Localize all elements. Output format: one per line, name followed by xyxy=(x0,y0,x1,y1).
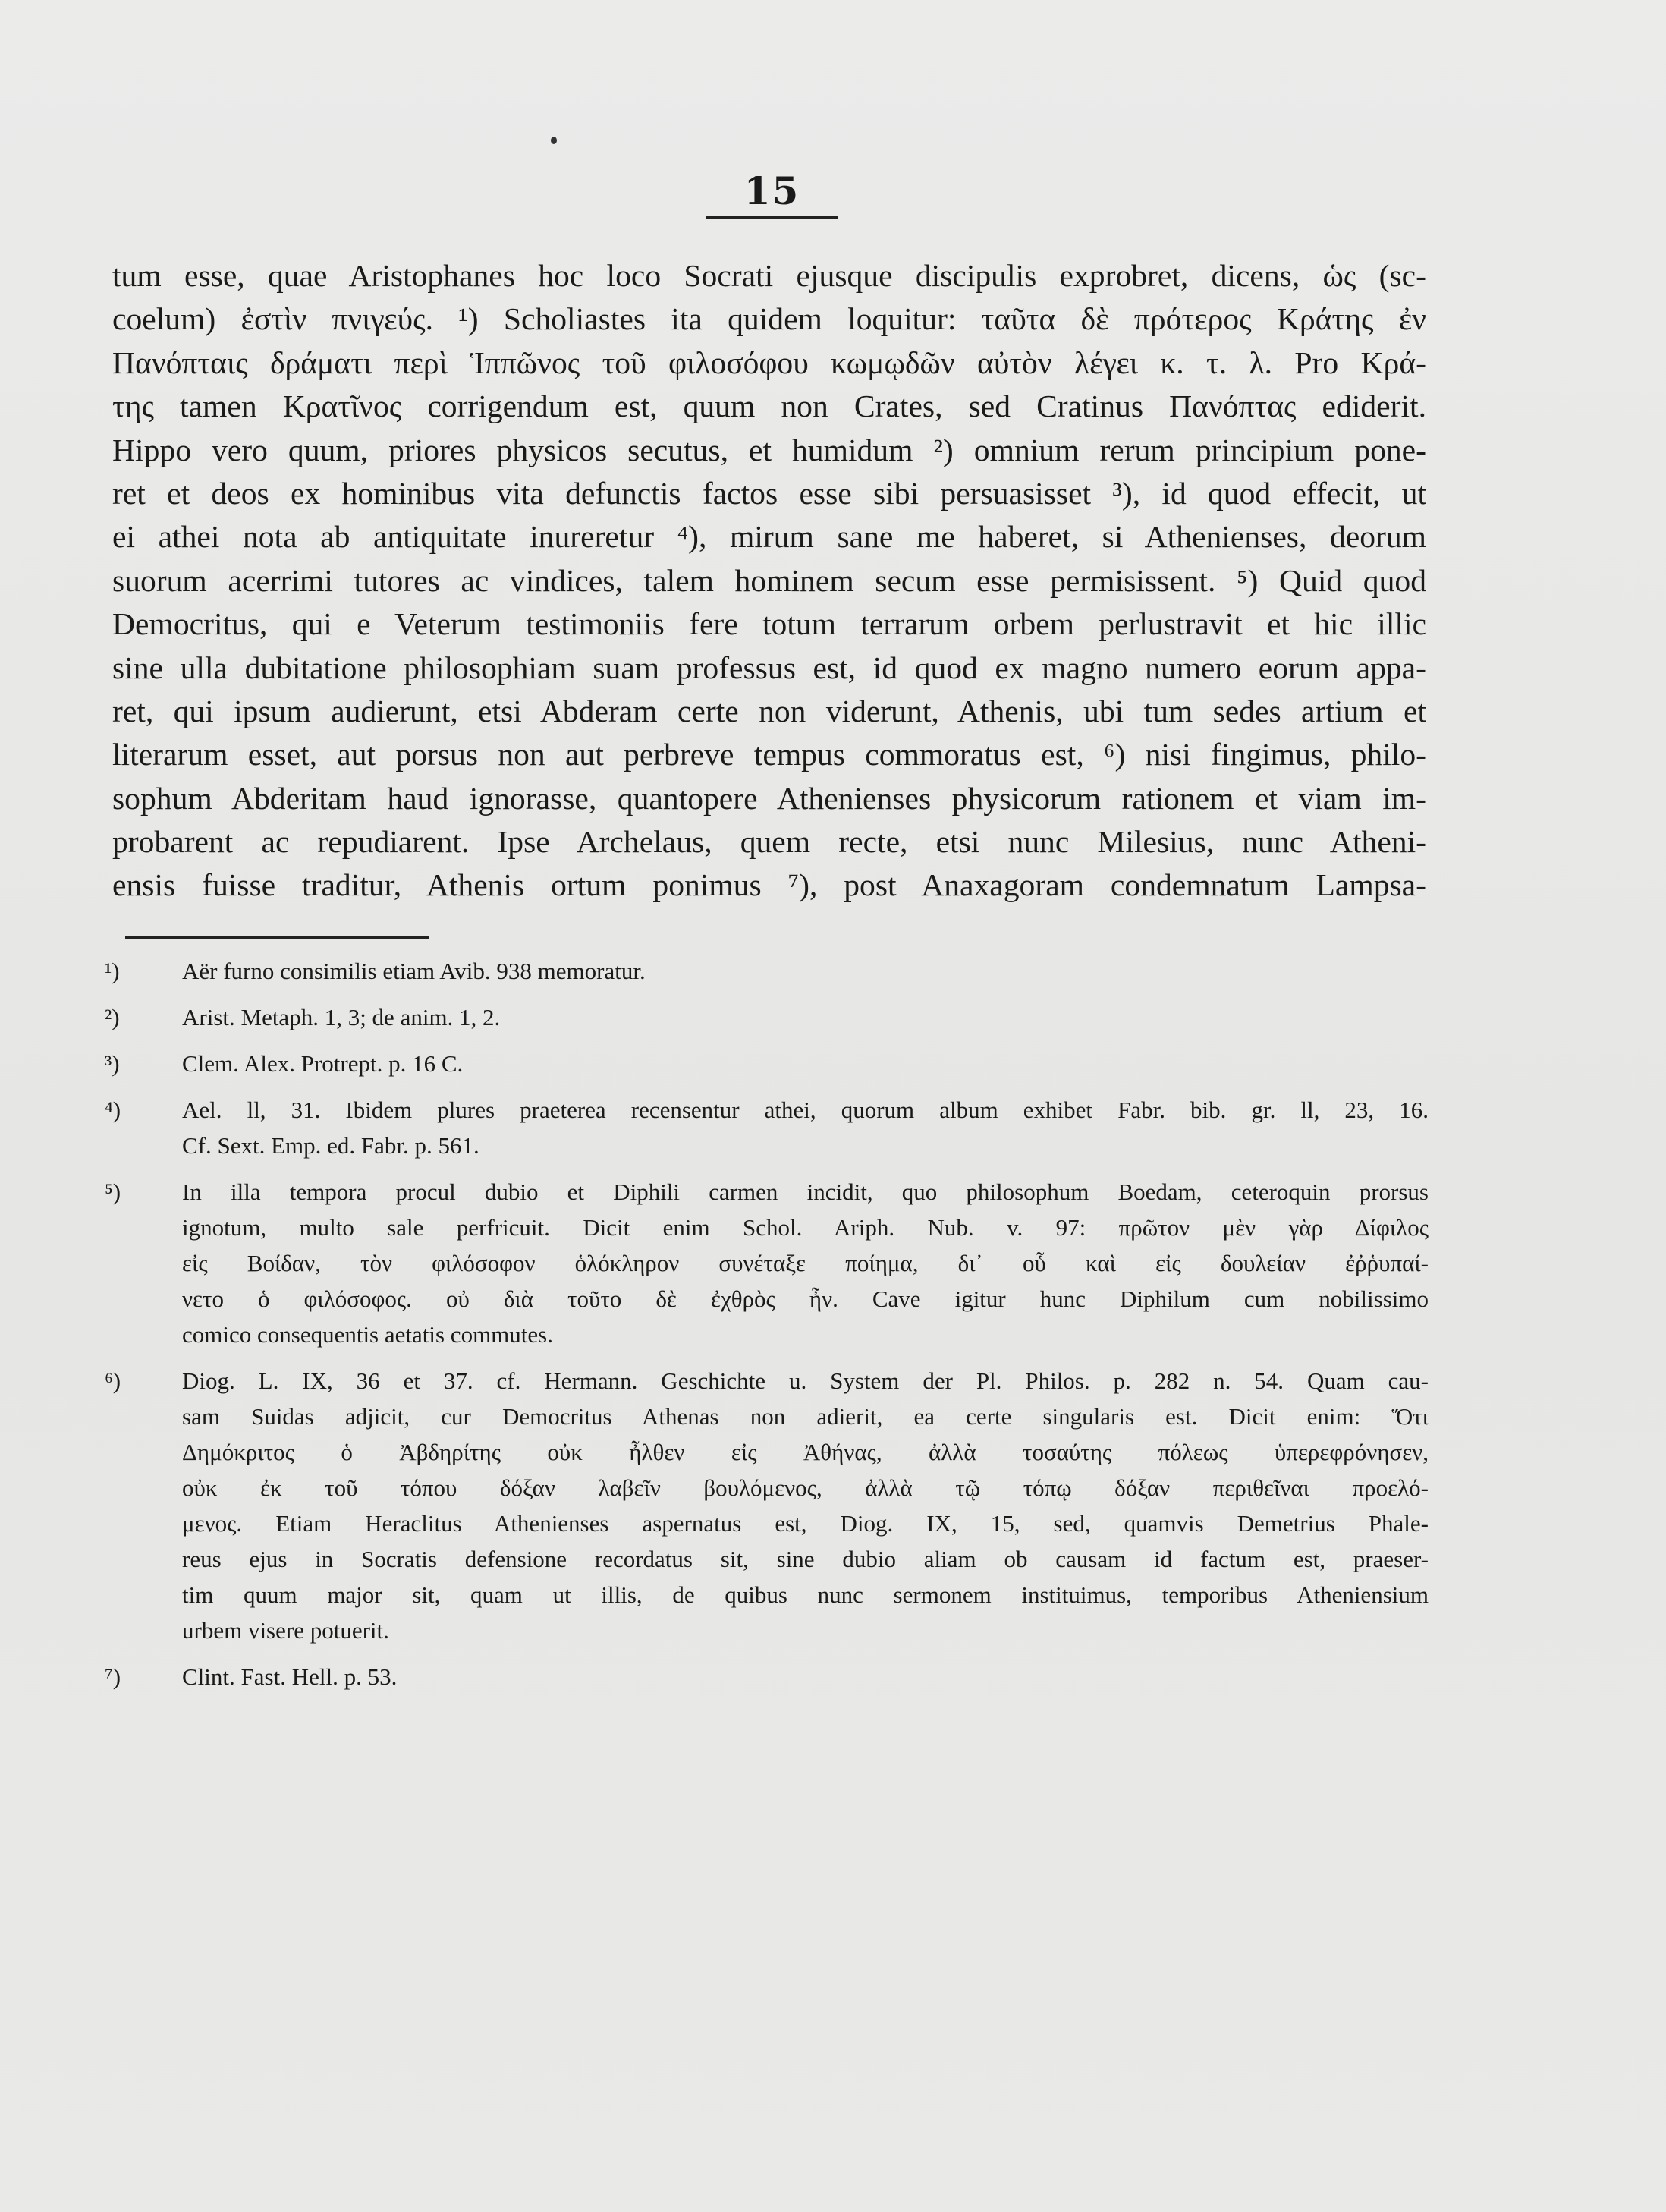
body-line: sine ulla dubitatione philosophiam suam professus est, id quod ex magno numero eorum appa- xyxy=(112,650,1426,685)
footnote-number: ¹) xyxy=(105,958,120,984)
footnote-line: sam Suidas adjicit, cur Democritus Athenas non adierit, ea certe singularis est. Dicit enim: Ὅτι xyxy=(182,1403,1429,1430)
footnote-line: νετο ὁ φιλόσοφος. οὐ διὰ τοῦτο δὲ ἐχθρὸς ἦν. Cave igitur hunc Diphilum cum nobilissimo xyxy=(182,1285,1429,1312)
footnote-number: ⁶) xyxy=(105,1367,121,1394)
footnote xyxy=(105,999,1429,1035)
body-line: της tamen Κρατῖνος corrigendum est, quum non Crates, sed Cratinus Πανόπτας ediderit. xyxy=(112,389,1426,424)
footnote-number: ⁴) xyxy=(105,1097,121,1123)
body-line: Hippo vero quum, priores physicos secutus, et humidum ²) omnium rerum principium pone- xyxy=(112,432,1426,467)
footnote-line: μενος. Etiam Heraclitus Athenienses aspernatus est, Diog. IX, 15, sed, quamvis Demetrius Phale- xyxy=(182,1510,1429,1537)
footnote-number: ²) xyxy=(105,1004,120,1030)
footnote-line: urbem visere potuerit. xyxy=(182,1617,389,1644)
body-line: coelum) ἐστὶν πνιγεύς. ¹) Scholiastes ita quidem loquitur: ταῦτα δὲ πρότερος Κράτης ἐν xyxy=(112,301,1426,337)
footnote-line: Δημόκριτος ὁ Ἀβδηρίτης οὐκ ἦλθεν εἰς Ἀθήνας, ἀλλὰ τοσαύτης πόλεως ὑπερεφρόνησεν, xyxy=(182,1439,1429,1465)
footnote xyxy=(105,953,1429,989)
body-line: literarum esset, aut porsus non aut perbreve tempus commoratus est, ⁶) nisi fingimus, philo- xyxy=(112,737,1426,772)
footnote-line: εἰς Βοίδαν, τὸν φιλόσοφον ὁλόκληρον συνέταξε ποίημα, δι᾽ οὗ καὶ εἰς δουλείαν ἐῤῥυπαί- xyxy=(182,1250,1429,1276)
footnote-line: Ael. ll, 31. Ibidem plures praeterea recensentur athei, quorum album exhibet Fabr. bib. gr. ll, 23, 16. xyxy=(182,1097,1429,1123)
footnote-line: οὐκ ἐκ τοῦ τόπου δόξαν λαβεῖν βουλόμενος, ἀλλὰ τῷ τόπῳ δόξαν περιθεῖναι προελό- xyxy=(182,1474,1429,1501)
page-number: 15 xyxy=(706,168,838,219)
footnote-line: Clem. Alex. Protrept. p. 16 C. xyxy=(182,1050,464,1077)
body-line: ensis fuisse traditur, Athenis ortum ponimus ⁷), post Anaxagoram condemnatum Lampsa- xyxy=(112,867,1426,903)
footnote-number: ³) xyxy=(105,1050,120,1077)
footnote xyxy=(105,1659,1429,1694)
body-line: suorum acerrimi tutores ac vindices, talem hominem secum esse permisissent. ⁵) Quid quod xyxy=(112,562,1426,598)
footnote-line: tim quum major sit, quam ut illis, de quibus nunc sermonem instituimus, temporibus Atheniensium xyxy=(182,1581,1429,1608)
body-line: probarent ac repudiarent. Ipse Archelaus, quem recte, etsi nunc Milesius, nunc Atheni- xyxy=(112,824,1426,860)
footnote-line: reus ejus in Socratis defensione recordatus sit, sine dubio aliam ob causam id factum est, praeser- xyxy=(182,1546,1429,1572)
footnote-line: Arist. Metaph. 1, 3; de anim. 1, 2. xyxy=(182,1004,501,1030)
footnote-line: In illa tempora procul dubio et Diphili carmen incidit, quo philosophum Boedam, ceteroquin prorsus xyxy=(182,1178,1429,1205)
body-line: ret et deos ex hominibus vita defunctis factos esse sibi persuasisset ³), id quod effecit, ut xyxy=(112,475,1426,511)
ink-speck xyxy=(551,137,557,144)
body-line: ret, qui ipsum audierunt, etsi Abderam certe non viderunt, Athenis, ubi tum sedes artium et xyxy=(112,693,1426,728)
footnote xyxy=(105,1092,1429,1163)
footnote xyxy=(105,1174,1429,1352)
footnote-line: Cf. Sext. Emp. ed. Fabr. p. 561. xyxy=(182,1132,479,1159)
body-text xyxy=(112,254,1426,908)
footnote-line: Clint. Fast. Hell. p. 53. xyxy=(182,1663,398,1690)
footnote-number: ⁷) xyxy=(105,1663,121,1690)
body-line: tum esse, quae Aristophanes hoc loco Socrati ejusque discipulis exprobret, dicens, ὡς (sc- xyxy=(112,258,1426,293)
body-line: Πανόπταις δράματι περὶ Ἱππῶνος τοῦ φιλοσόφου κωμῳδῶν αὐτὸν λέγει κ. τ. λ. Pro Κρά- xyxy=(112,345,1426,380)
footnote-line: comico consequentis aetatis commutes. xyxy=(182,1321,553,1348)
body-line: Democritus, qui e Veterum testimoniis fere totum terrarum orbem perlustravit et hic illic xyxy=(112,606,1426,642)
body-line: sophum Abderitam haud ignorasse, quantopere Athenienses physicorum rationem et viam im- xyxy=(112,780,1426,816)
footnotes xyxy=(105,953,1429,1705)
footnote-line: Diog. L. IX, 36 et 37. cf. Hermann. Geschichte u. System der Pl. Philos. p. 282 n. 54. Quam cau- xyxy=(182,1367,1429,1394)
body-line: ei athei nota ab antiquitate inureretur ⁴), mirum sane me haberet, si Athenienses, deorum xyxy=(112,519,1426,555)
footnote-number: ⁵) xyxy=(105,1178,121,1205)
footnote xyxy=(105,1363,1429,1648)
footnote-line: Aër furno consimilis etiam Avib. 938 memoratur. xyxy=(182,958,646,984)
footnote xyxy=(105,1046,1429,1081)
footnote-line: ignotum, multo sale perfricuit. Dicit enim Schol. Ariph. Nub. v. 97: πρῶτον μὲν γὰρ Δίφιλος xyxy=(182,1214,1429,1241)
footnote-rule xyxy=(125,936,429,939)
